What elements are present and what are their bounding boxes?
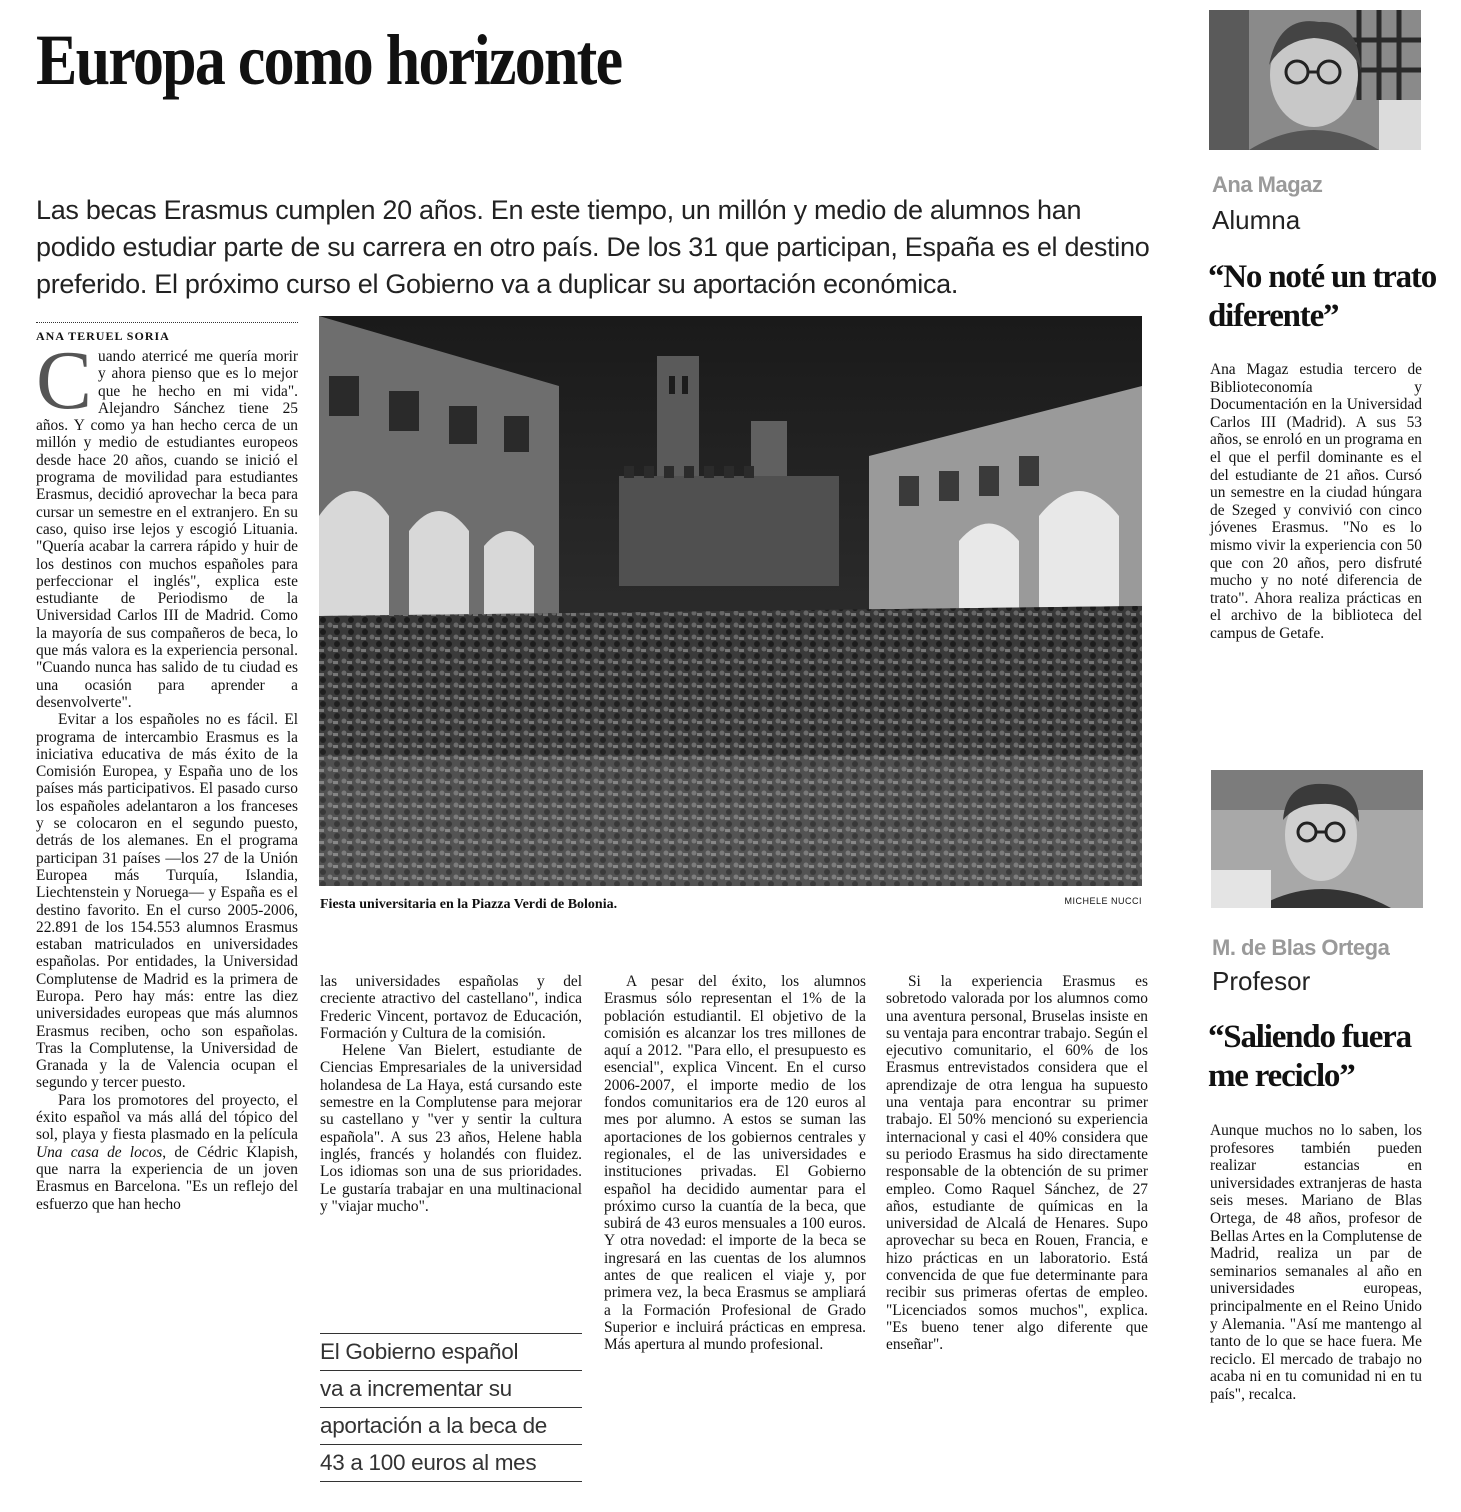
paragraph [36,1092,298,1213]
paragraph-text: Para los promotores del proyecto, el éxito español va más allá del tópico del sol, playa y fiesta plasmado en la película [36,1091,298,1144]
portrait-photo-mariano [1211,770,1423,908]
article-column-3 [604,973,866,1354]
portrait-photo-ana [1209,10,1421,150]
film-title: Una casa de locos [36,1143,163,1161]
drop-cap: C [36,334,93,427]
paragraph: Helene Van Bielert, estudiante de Ciencias Empresariales de la universidad holandesa de La Haya, está cursando este semestre en la Complutense para mejorar su castellano y "ver y sentir la cultura española". A sus 23 años, Helene habla inglés, francés y holandés con fluidez. Los idiomas son una de sus prioridades. Le gustaría trabajar en una multinacional y "viajar mucho". [320,1042,582,1215]
paragraph: las universidades españolas y del creciente atractivo del castellano", indica Frederic Vincent, portavoz de Educación, Formación y Cultura de la comisión. [320,973,582,1042]
main-photo [319,316,1142,886]
paragraph: A pesar del éxito, los alumnos Erasmus sólo representan el 1% de la población estudiantil. El objetivo de la comisión es alcanzar los tres millones de aquí a 2012. "Para ello, el presupuesto es esencial", explica Vincent. En el curso 2006-2007, el importe medio de los fondos comunitarios era de 120 euros al mes por alumno. A estos se suman las aportaciones de los gobiernos centrales y regionales, el de las universidades e instituciones privadas. El Gobierno español ha decidido aumentar para el próximo curso la cuantía de la beca, que subirá de 43 euros mensuales a 100 euros. Y otra novedad: el importe de la beca se ingresará en las cuentas de los alumnos antes de que realicen el viaje y, por primera vez, la beca Erasmus se ampliará a la Formación Profesional de Grado Superior e incluirá prácticas en empresa. Más apertura al mundo profesional. [604,973,866,1354]
interviewee-quote: “Saliendo fuera me reciclo” [1208,1019,1411,1094]
pull-quote-line: aportación a la beca de [320,1408,582,1445]
paragraph-text: , de Cédric Klapish, que narra la experiencia de un joven Erasmus en Barcelona. "Es un reflejo del esfuerzo que han hecho [36,1143,298,1213]
pull-quote [320,1333,582,1482]
interviewee-name: Ana Magaz [1212,172,1323,197]
headline: Europa como horizonte [36,20,622,100]
pull-quote-line: El Gobierno español [320,1334,582,1371]
paragraph: Evitar a los españoles no es fácil. El programa de intercambio Erasmus es la iniciativa educativa de más éxito de la Comisión Europea, y España uno de los países más participativos. El pasado curso los españoles adelantaron a los franceses y se colocaron en el segundo puesto, detrás de los alemanes. En el programa participan 31 países —los 27 de la Unión Europea más Turquía, Islandia, Liechtenstein y Noruega— y España es el destino favorito. En el curso 2005-2006, 22.891 de los 154.553 alumnos Erasmus estaban matriculados en universidades españolas. Por entidades, la Universidad Complutense de Madrid es la primera de Europa. Pero hay más: entre las diez universidades europeas que más alumnos Erasmus reciben, ocho son españolas. Tras la Complutense, la Universidad de Granada y la de Valencia ocupan el segundo y tercer puesto. [36,711,298,1092]
pull-quote-line: va a incrementar su [320,1371,582,1408]
interviewee-role: Alumna [1212,205,1301,235]
paragraph-text: uando aterricé me quería morir y ahora pienso que es lo mejor que he hecho en mi vida". Alejandro Sánchez tiene 25 años. Y como ya han hecho cerca de un millón y medio de estudiantes europeos desde hace 20 años, cuando se inició el programa de movilidad para estudiantes Erasmus, decidió aprovechar la beca para cursar un semestre en el extranjero. En su caso, quiso irse lejos y escogió Lituania. "Quería acabar la carrera rápido y huir de los destinos con muchos españoles para perfeccionar el inglés", explica este estudiante de Periodismo de la Universidad Carlos III de Madrid. Como la mayoría de sus compañeros de beca, lo que más valora es la experiencia personal. "Cuando nunca has salido de tu ciudad es una ocasión para aprender a desenvolverte". [36,348,298,711]
photo-caption: Fiesta universitaria en la Piazza Verdi de Bolonia. [320,897,618,912]
article-column-4 [886,973,1148,1354]
interviewee-text: Ana Magaz estudia tercero de Biblioteconomía y Documentación en la Universidad Carlos III (Madrid). A sus 53 años, se enroló en un programa en el que el perfil dominante es el del estudiante de 21 años. Cursó un semestre en la ciudad húngara de Szeged y convivió con cinco jóvenes Erasmus. "No es lo mismo vivir la experiencia con 50 que con 20 años, pero disfruté mucho y no noté diferencia de trato". Ahora realiza prácticas en el archivo de la biblioteca del campus de Getafe. [1210,361,1422,642]
byline: ANA TERUEL SORIA [36,322,298,344]
interviewee-role: Profesor [1212,966,1311,996]
article-column-2 [320,973,582,1215]
interviewee-name: M. de Blas Ortega [1212,935,1390,960]
paragraph: Si la experiencia Erasmus es sobretodo valorada por los alumnos como una aventura personal, Bruselas insiste en su ventaja para encontrar trabajo. Según el ejecutivo comunitario, el 60% de los Erasmus entrevistados considera que el aprendizaje de otra lengua ha supuesto una ventaja para encontrar su primer trabajo. El 50% mencionó su experiencia internacional y casi el 40% considera que su periodo Erasmus ha sido directamente responsable de la obtención de su primer empleo. Como Raquel Sánchez, de 27 años, estudiante de químicas en la universidad de Alcalá de Henares. Supo aprovechar su beca en Rouen, Francia, e hizo prácticas en un laboratorio. Está convencida de que fue determinante para recibir sus primeras ofertas de empleo. "Licenciados somos muchos", explica. "Es bueno tener algo diferente que enseñar". [886,973,1148,1354]
pull-quote-line: 43 a 100 euros al mes [320,1445,582,1482]
lead-paragraph: Las becas Erasmus cumplen 20 años. En este tiempo, un millón y medio de alumnos han podido estudiar parte de su carrera en otro país. De los 31 que participan, España es el destino preferido. El próximo curso el Gobierno va a duplicar su aportación económica. [36,195,1150,299]
photo-credit: MICHELE NUCCI [1064,896,1142,906]
interviewee-text: Aunque muchos no lo saben, los profesores también pueden realizar estancias en universidades extranjeras de hasta seis meses. Mariano de Blas Ortega, de 48 años, profesor de Bellas Artes en la Complutense de Madrid, realiza un par de seminarios semanales al año en universidades europeas, principalmente en el Reino Unido y Alemania. "Así me mantengo al tanto de lo que se hace fuera. Me reciclo. El mercado de trabajo no acaba ni en tu comunidad ni en tu país", recalca. [1210,1122,1422,1403]
interviewee-quote: “No noté un trato diferente” [1208,259,1437,334]
